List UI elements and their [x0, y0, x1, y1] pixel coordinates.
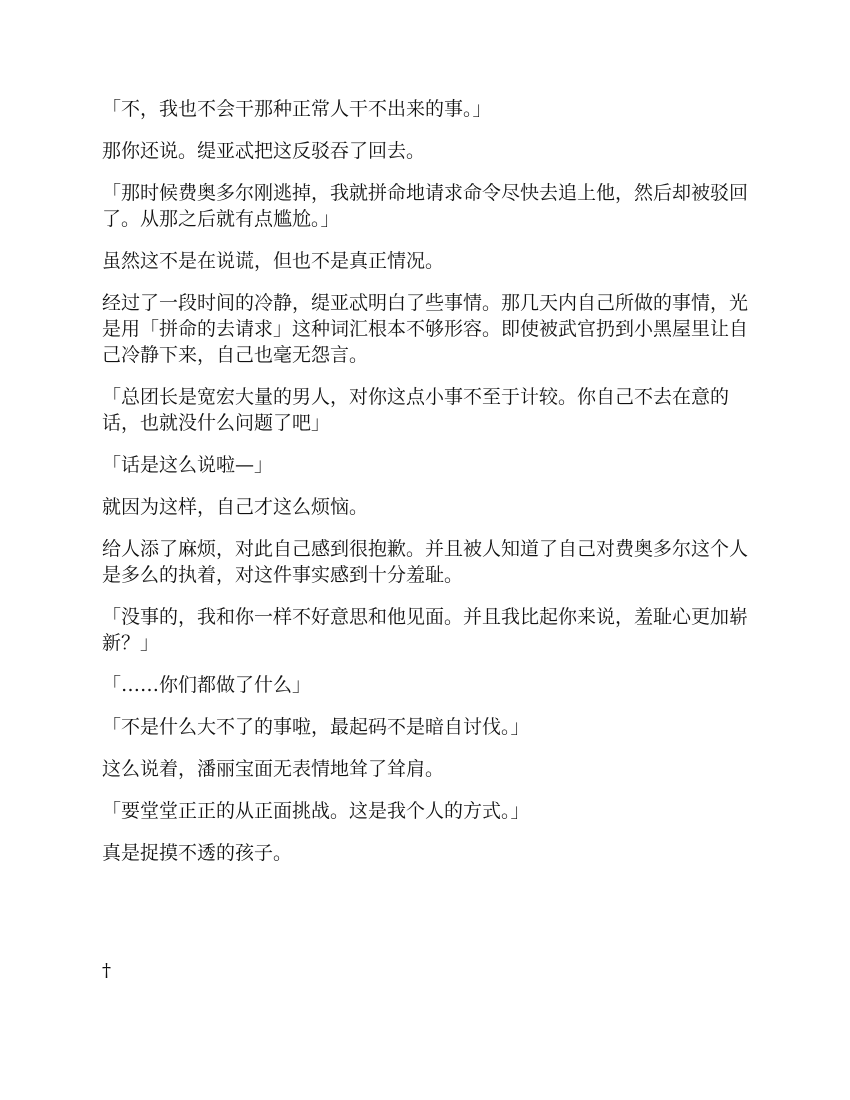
paragraph: 就因为这样，自己才这么烦恼。 [102, 496, 369, 518]
paragraph: 「……你们都做了什么」 [102, 674, 312, 696]
document-body [102, 96, 750, 882]
dagger-footer-mark: † [102, 960, 111, 981]
paragraph: 真是捉摸不透的孩子。 [102, 842, 293, 864]
paragraph: 「要堂堂正正的从正面挑战。这是我个人的方式。」 [102, 800, 530, 822]
paragraph: 虽然这不是在说谎，但也不是真正情况。 [102, 250, 445, 272]
paragraph: 「不，我也不会干那种正常人干不出来的事。」 [102, 98, 492, 120]
paragraph: 「不是什么大不了的事啦，最起码不是暗自讨伐。」 [102, 716, 530, 738]
paragraph: 那你还说。缇亚忒把这反驳吞了回去。 [102, 140, 426, 162]
paragraph: 经过了一段时间的冷静，缇亚忒明白了些事情。那几天内自己所做的事情，光是用「拼命的去请求」这种词汇根本不够形容。即使被武官扔到小黑屋里让自己冷静下来，自己也毫无怨言。 [102, 292, 749, 366]
paragraph: 「话是这么说啦—」 [102, 454, 274, 476]
paragraph: 这么说着，潘丽宝面无表情地耸了耸肩。 [102, 758, 445, 780]
paragraph: 「总团长是宽宏大量的男人，对你这点小事不至于计较。你自己不去在意的话，也就没什么问题了吧」 [102, 386, 730, 434]
paragraph: 给人添了麻烦，对此自己感到很抱歉。并且被人知道了自己对费奥多尔这个人是多么的执着，对这件事实感到十分羞耻。 [102, 538, 749, 586]
paragraph: 「那时候费奥多尔刚逃掉，我就拼命地请求命令尽快去追上他，然后却被驳回了。从那之后就有点尴尬。」 [102, 182, 749, 230]
paragraph: 「没事的，我和你一样不好意思和他见面。并且我比起你来说，羞耻心更加崭新？」 [102, 606, 749, 654]
